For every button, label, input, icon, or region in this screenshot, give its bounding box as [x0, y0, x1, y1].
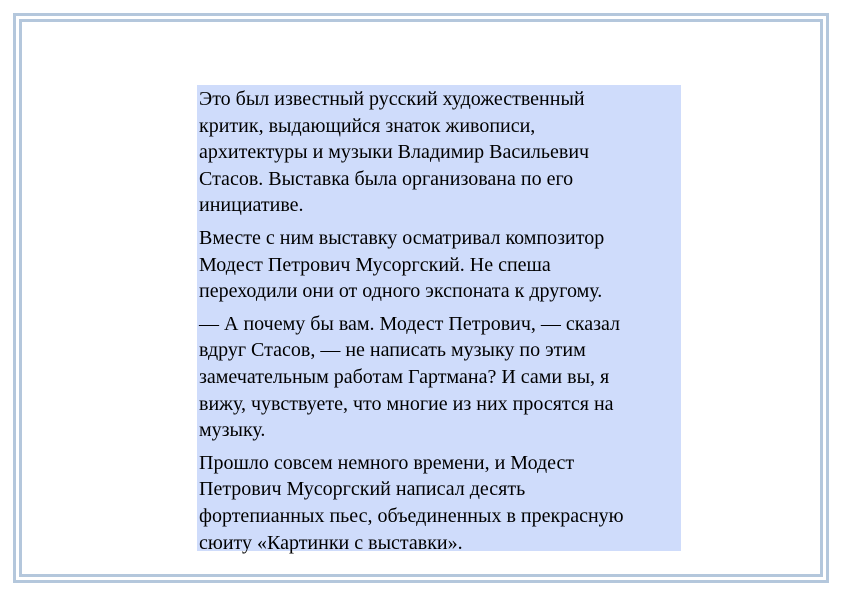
paragraph-3: [199, 311, 681, 444]
text-line: переходили они от одного экспоната к другому.: [199, 280, 603, 303]
text-box: [197, 85, 681, 554]
text-line: вдруг Стасов, — не написать музыку по этим: [199, 339, 586, 362]
text-line: Петрович Мусоргский написал десять: [199, 478, 526, 501]
text-line: фортепианных пьес, объединенных в прекрасную: [199, 504, 624, 527]
text-line: сюиту «Картинки с выставки».: [199, 531, 463, 554]
paragraph-4: [199, 450, 681, 556]
text-line: инициативе.: [199, 194, 304, 217]
text-line: Это был известный русский художественный: [199, 88, 585, 110]
text-line: Вместе с ним выставку осматривал композитор: [199, 226, 605, 249]
text-line: архитектуры и музыки Владимир Васильевич: [199, 141, 590, 164]
paragraph-2: [199, 225, 681, 305]
text-line: — А почему бы вам. Модест Петрович, — сказал: [199, 312, 621, 335]
text-line: критик, выдающийся знаток живописи,: [199, 114, 536, 137]
text-line: Прошло совсем немного времени, и Модест: [199, 451, 575, 474]
text-line: музыку.: [199, 419, 266, 442]
text-line: Модест Петрович Мусоргский. Не спеша: [199, 253, 551, 276]
paragraph-1: [199, 86, 681, 219]
text-line: вижу, чувствуете, что многие из них просятся на: [199, 392, 614, 415]
text-line: замечательным работам Гартмана? И сами вы, я: [199, 365, 610, 388]
text-line: Стасов. Выставка была организована по его: [199, 167, 574, 190]
